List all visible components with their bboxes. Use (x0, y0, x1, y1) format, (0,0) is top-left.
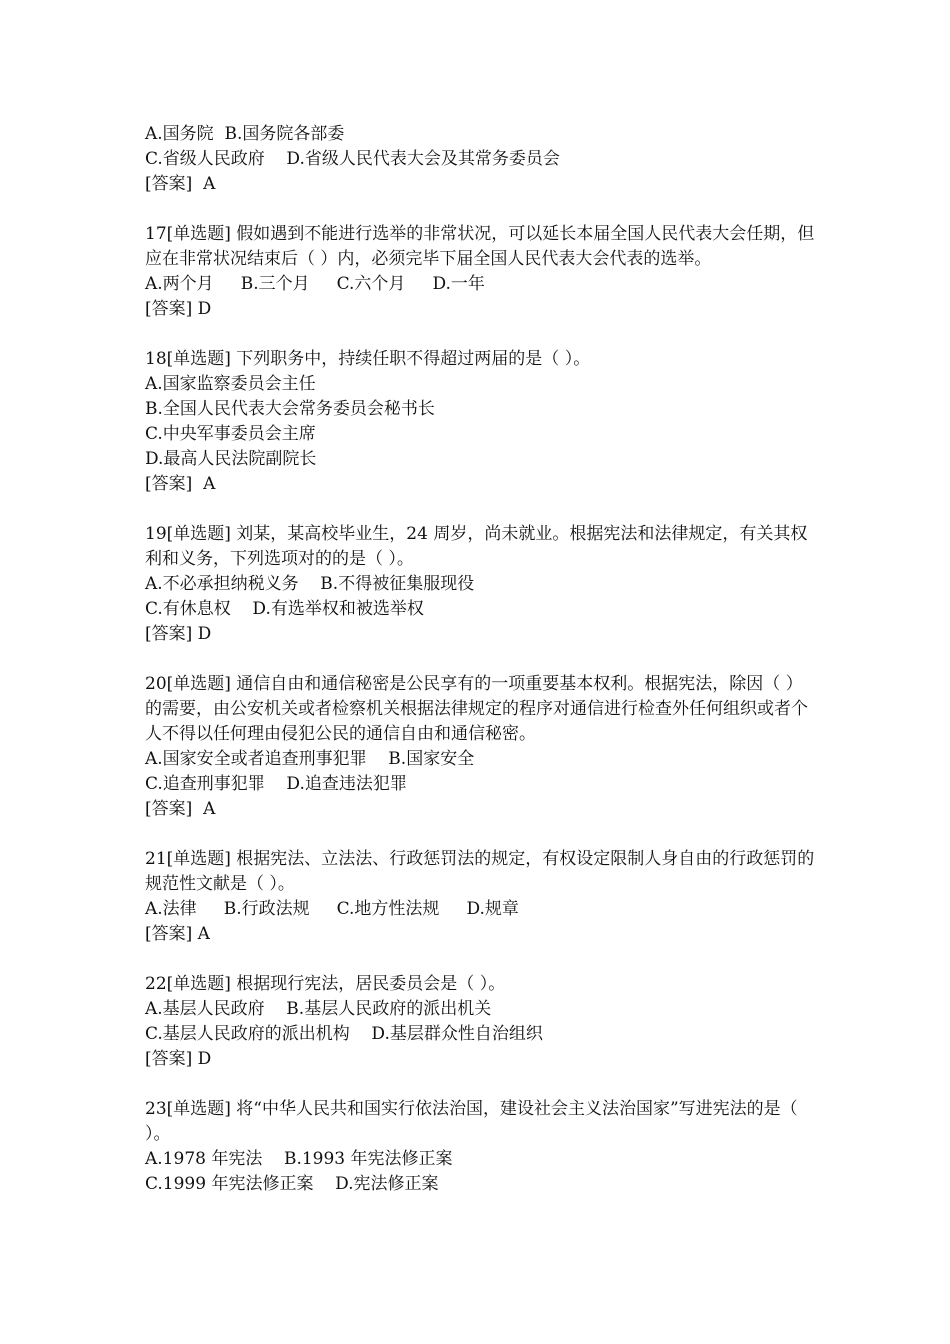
question-block-22 (145, 972, 815, 1072)
answer-line: [答案] A (145, 924, 210, 944)
option-line: A.不必承担纳税义务 B.不得被征集服现役 (145, 574, 475, 594)
option-line: C.1999 年宪法修正案 D.宪法修正案 (145, 1174, 439, 1194)
answer-line: [答案] A (145, 799, 216, 819)
option-line: C.有休息权 D.有选举权和被选举权 (145, 599, 424, 619)
option-line: C.基层人民政府的派出机构 D.基层群众性自治组织 (145, 1024, 543, 1044)
option-line: A.国家安全或者追查刑事犯罪 B.国家安全 (145, 749, 475, 769)
question-stem: 17[单选题] 假如遇到不能进行选举的非常状况，可以延长本届全国人民代表大会任期，但应在非常状况结束后（ ）内，必须完毕下届全国人民代表大会代表的选举。 (145, 224, 815, 269)
question-block-16 (145, 122, 815, 197)
option-line: D.最高人民法院副院长 (145, 449, 317, 469)
option-line: A.法律 B.行政法规 C.地方性法规 D.规章 (145, 899, 519, 919)
option-line: C.中央军事委员会主席 (145, 424, 316, 444)
option-line: A.国家监察委员会主任 (145, 374, 316, 394)
option-line: C.省级人民政府 D.省级人民代表大会及其常务委员会 (145, 149, 560, 169)
option-line: A.基层人民政府 B.基层人民政府的派出机关 (145, 999, 492, 1019)
option-line: A.国务院 B.国务院各部委 (145, 124, 345, 144)
question-block-21 (145, 847, 815, 947)
question-stem: 18[单选题] 下列职务中，持续任职不得超过两届的是（ ）。 (145, 349, 591, 369)
option-line: C.追查刑事犯罪 D.追查违法犯罪 (145, 774, 407, 794)
answer-line: [答案] A (145, 174, 216, 194)
question-stem: 21[单选题] 根据宪法、立法法、行政惩罚法的规定，有权设定限制人身自由的行政惩罚的规范性文献是（ ）。 (145, 849, 815, 894)
question-block-20 (145, 672, 815, 822)
answer-line: [答案] D (145, 299, 212, 319)
question-block-17 (145, 222, 815, 322)
option-line: B.全国人民代表大会常务委员会秘书长 (145, 399, 435, 419)
question-stem: 19[单选题] 刘某，某高校毕业生，24 周岁，尚未就业。根据宪法和法律规定，有关其权利和义务，下列选项对的的是（ ）。 (145, 524, 808, 569)
question-block-19 (145, 522, 815, 647)
question-stem: 20[单选题] 通信自由和通信秘密是公民享有的一项重要基本权利。根据宪法，除因（ ）的需要，由公安机关或者检察机关根据法律规定的程序对通信进行检查外任何组织或者个人不得以任何理由侵犯公民的通信自由和通信秘密。 (145, 674, 808, 744)
question-block-18 (145, 347, 815, 497)
answer-line: [答案] D (145, 624, 212, 644)
question-stem: 23[单选题] 将“中华人民共和国实行依法治国，建设社会主义法治国家”写进宪法的是（ ）。 (145, 1099, 798, 1144)
question-block-23 (145, 1097, 815, 1197)
question-stem: 22[单选题] 根据现行宪法，居民委员会是（ ）。 (145, 974, 506, 994)
option-line: A.两个月 B.三个月 C.六个月 D.一年 (145, 274, 485, 294)
answer-line: [答案] A (145, 474, 216, 494)
document-page (145, 122, 815, 1197)
option-line: A.1978 年宪法 B.1993 年宪法修正案 (145, 1149, 453, 1169)
answer-line: [答案] D (145, 1049, 212, 1069)
